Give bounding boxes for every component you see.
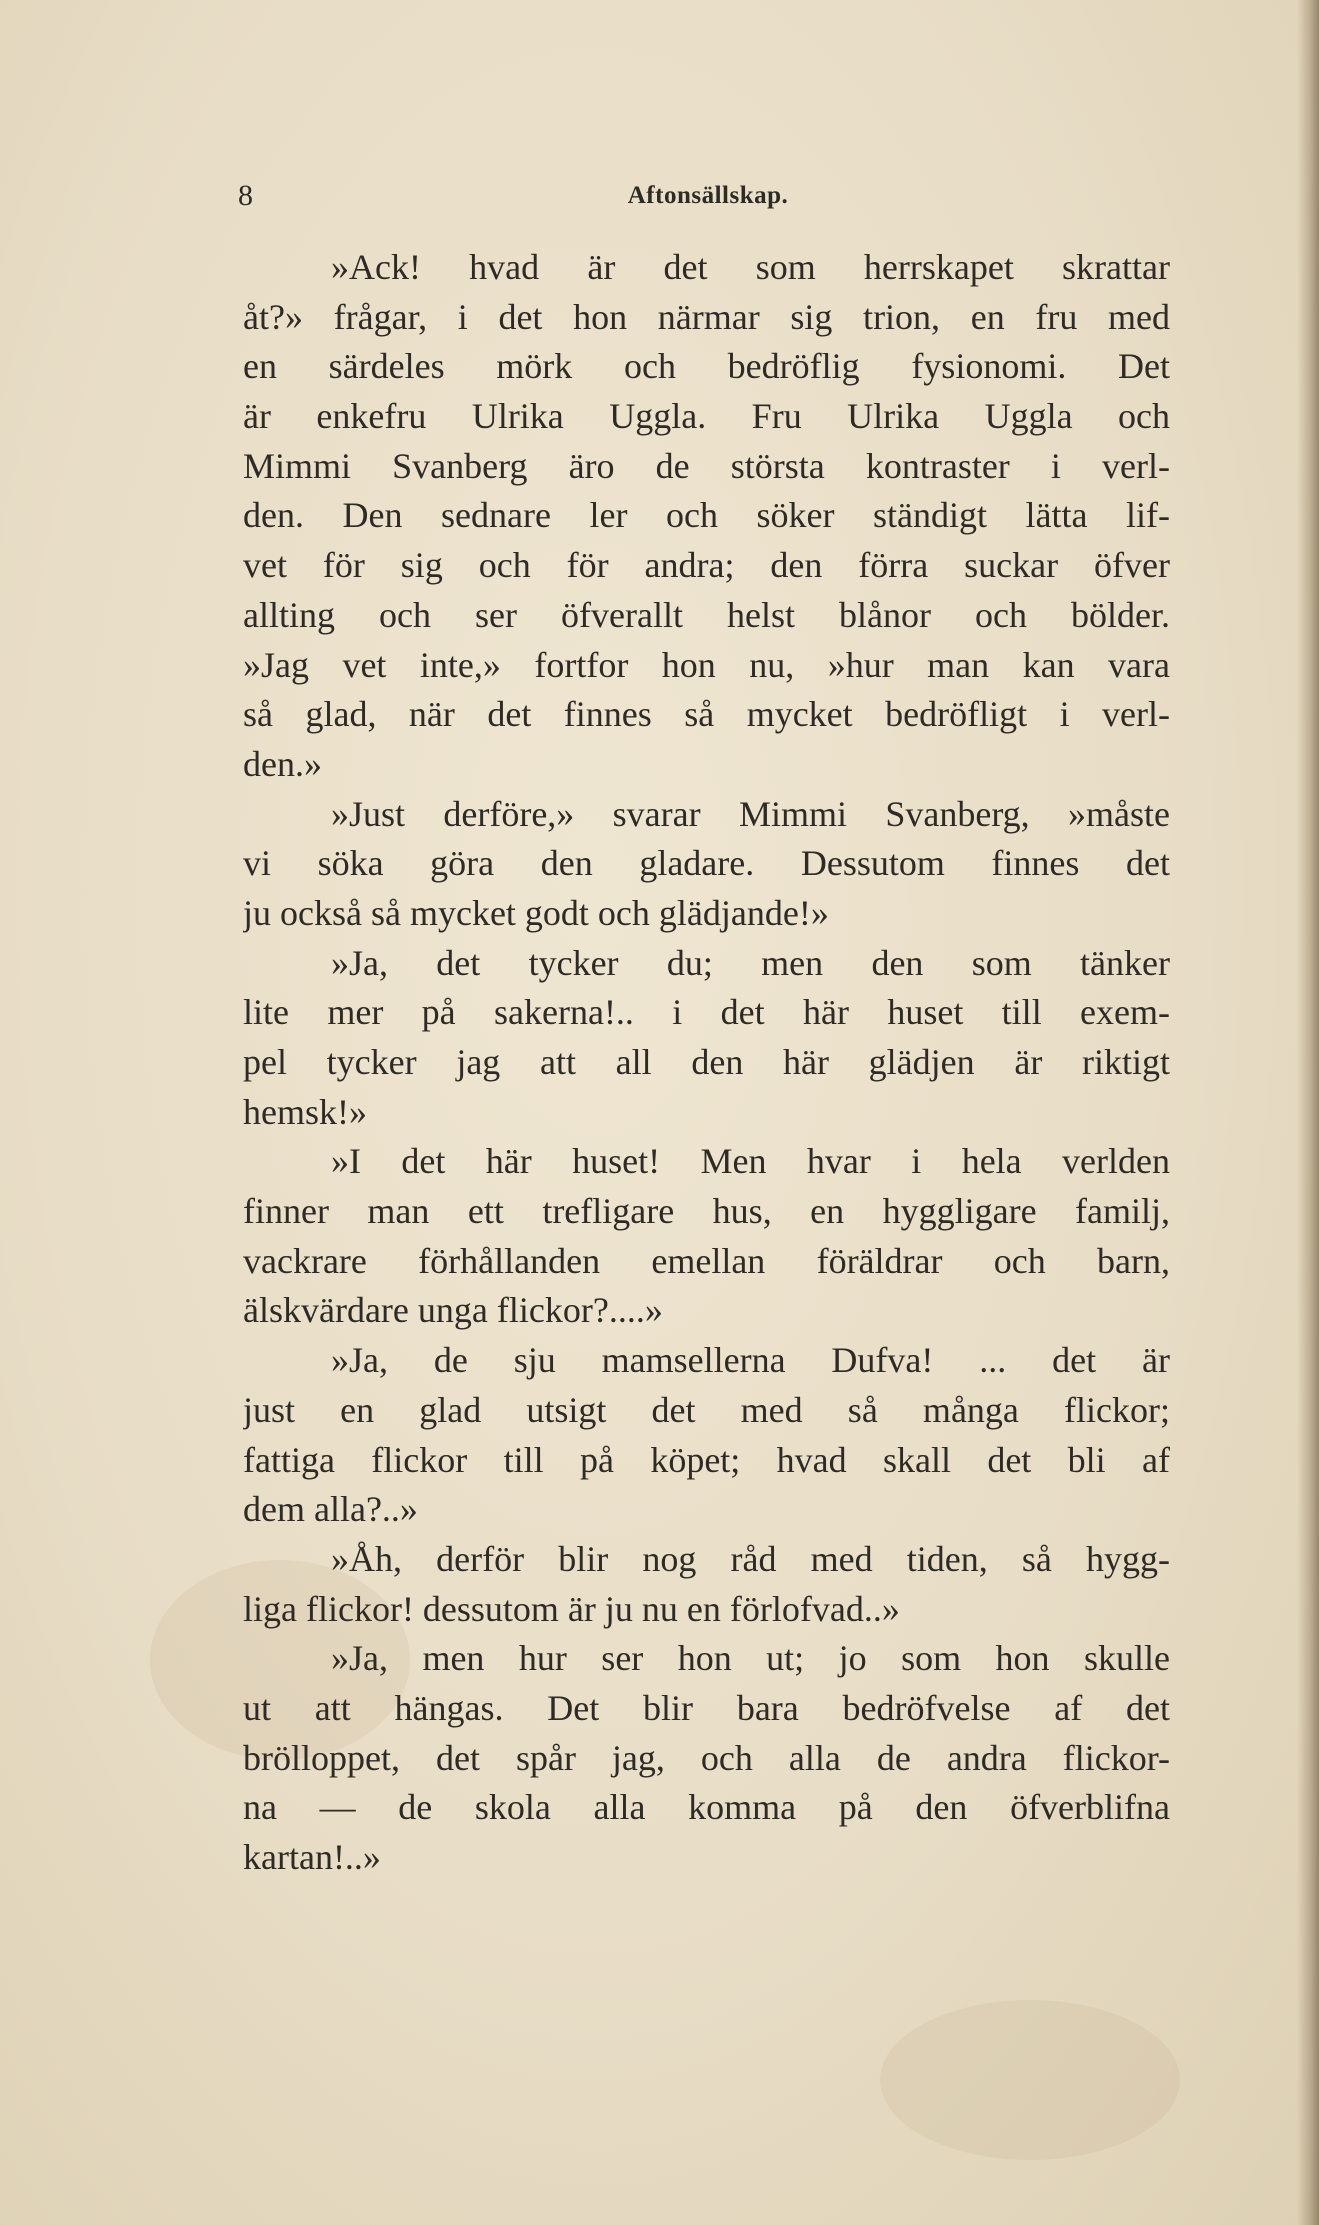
text-line: »Ja, de sju mamsellerna Dufva! ... det är bbox=[331, 1340, 1170, 1381]
text-line: vi söka göra den gladare. Dessutom finnes det bbox=[243, 843, 1170, 884]
text-line: ju också så mycket godt och glädjande!» bbox=[243, 892, 829, 933]
paragraph bbox=[243, 243, 1170, 790]
text-line: brölloppet, det spår jag, och alla de andra flickor- bbox=[243, 1737, 1170, 1778]
text-line: »I det här huset! Men hvar i hela verlden bbox=[331, 1141, 1170, 1182]
text-line: den.» bbox=[243, 743, 322, 784]
text-line: »Ack! hvad är det som herrskapet skrattar bbox=[331, 247, 1170, 287]
text-line: åt?» frågar, i det hon närmar sig trion, en fru med bbox=[243, 296, 1170, 337]
text-line: lite mer på sakerna!.. i det här huset till exem- bbox=[243, 992, 1170, 1033]
text-line: na — de skola alla komma på den öfverblifna bbox=[243, 1787, 1170, 1828]
text-line: kartan!..» bbox=[243, 1837, 381, 1877]
paragraph bbox=[243, 1535, 1170, 1634]
body-text bbox=[243, 243, 1170, 1883]
paragraph bbox=[243, 1336, 1170, 1535]
text-line: vet för sig och för andra; den förra suckar öfver bbox=[243, 545, 1170, 586]
page-number: 8 bbox=[238, 179, 253, 212]
text-line: så glad, när det finnes så mycket bedröfligt i verl- bbox=[243, 694, 1170, 735]
text-line: dem alla?..» bbox=[243, 1489, 418, 1530]
paragraph bbox=[243, 1137, 1170, 1336]
text-line: »Jag vet inte,» fortfor hon nu, »hur man kan vara bbox=[243, 644, 1170, 685]
text-line: »Ja, det tycker du; men den som tänker bbox=[331, 942, 1170, 983]
text-line: »Ja, men hur ser hon ut; jo som hon skulle bbox=[331, 1638, 1170, 1679]
text-line: är enkefru Ulrika Uggla. Fru Ulrika Uggla och bbox=[243, 396, 1170, 437]
text-line: allting och ser öfverallt helst blånor och bölder. bbox=[243, 594, 1170, 635]
text-line: vackrare förhållanden emellan föräldrar och barn, bbox=[243, 1240, 1170, 1281]
text-line: ut att hängas. Det blir bara bedröfvelse af det bbox=[243, 1687, 1170, 1728]
page-spine-shadow bbox=[1297, 0, 1319, 2225]
text-line: fattiga flickor till på köpet; hvad skall det bli af bbox=[243, 1439, 1170, 1480]
paper-stain bbox=[880, 2000, 1180, 2160]
text-line: »Åh, derför blir nog råd med tiden, så hygg- bbox=[331, 1538, 1170, 1579]
text-line: finner man ett trefligare hus, en hyggligare familj, bbox=[243, 1191, 1170, 1232]
text-line: en särdeles mörk och bedröflig fysionomi. Det bbox=[243, 346, 1170, 387]
paragraph bbox=[243, 790, 1170, 939]
paragraph bbox=[243, 939, 1170, 1138]
text-line: Mimmi Svanberg äro de största kontraster i verl- bbox=[243, 445, 1170, 486]
paragraph bbox=[243, 1634, 1170, 1882]
text-line: just en glad utsigt det med så många flickor; bbox=[243, 1389, 1170, 1430]
text-line: älskvärdare unga flickor?....» bbox=[243, 1290, 663, 1331]
text-line: pel tycker jag att all den här glädjen är riktigt bbox=[243, 1042, 1170, 1082]
text-line: »Just derföre,» svarar Mimmi Svanberg, »måste bbox=[331, 793, 1170, 834]
text-line: liga flickor! dessutom är ju nu en förlofvad..» bbox=[243, 1588, 900, 1629]
text-line: hemsk!» bbox=[243, 1091, 367, 1132]
text-line: den. Den sednare ler och söker ständigt lätta lif- bbox=[243, 495, 1170, 536]
page-header bbox=[238, 176, 1178, 216]
running-title: Aftonsällskap. bbox=[627, 182, 789, 209]
